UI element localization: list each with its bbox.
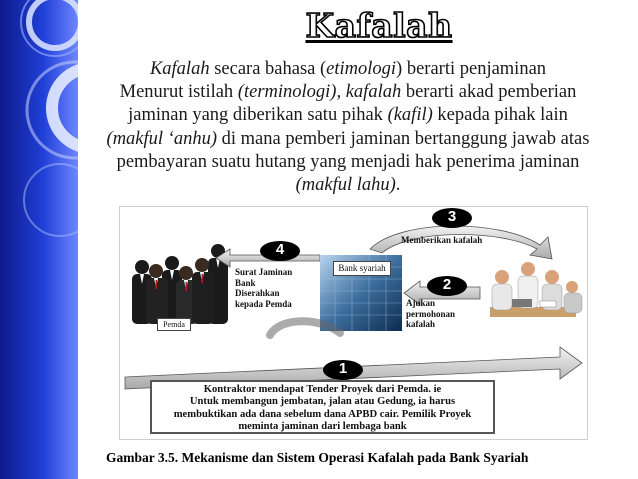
- bank-syariah-label: Bank syariah: [333, 261, 391, 276]
- arrow-step-1: [125, 321, 582, 389]
- paragraph-text: ) berarti penjaminan: [396, 59, 547, 79]
- step-4-line: Bank: [235, 277, 256, 288]
- figure-caption: Gambar 3.5. Mekanisme dan Sistem Operasi Kafalah pada Bank Syariah: [106, 450, 529, 465]
- paragraph-text: .: [395, 175, 401, 196]
- paragraph-text: kepada pihak lain: [432, 105, 568, 126]
- italic-term: (makful ‘anhu): [106, 128, 217, 149]
- pemda-label: Pemda: [157, 318, 191, 331]
- step-2-label: [406, 298, 455, 330]
- italic-term: (terminologi), kafalah: [237, 82, 402, 103]
- paragraph-text: jaminan yang diberikan satu pihak: [128, 105, 388, 126]
- step-2-line: Ajukan: [406, 298, 436, 308]
- paragraph-text: pembayaran suatu hutang yang menjadi hak penerima jaminan: [116, 151, 580, 172]
- paragraph-text: di mana pemberi jaminan bertanggung jawab atas: [217, 128, 590, 149]
- paragraph-text: Menurut istilah: [119, 82, 238, 103]
- officials-group-illustration: [132, 244, 228, 324]
- paragraph-line: [68, 128, 628, 151]
- step-4-line: Surat Jaminan: [235, 267, 293, 277]
- italic-term: (makful lahu): [295, 175, 396, 196]
- step-1-line: Kontraktor mendapat Tender Proyek dari Pemda. ie: [203, 384, 442, 395]
- paragraph-line: [68, 104, 628, 127]
- contractors-group-illustration: [490, 262, 582, 317]
- step-1-line: membuktikan ada dana sebelum dana APBD cair. Pemilik Proyek: [173, 408, 472, 420]
- paragraph-line: [68, 81, 628, 104]
- step-3-label: Memberikan kafalah: [401, 235, 483, 245]
- step-2-line: permohonan: [406, 308, 456, 319]
- paragraph-line: [68, 58, 628, 81]
- step-2-line: kafalah: [406, 319, 436, 329]
- step-1-line: meminta jaminan dari lembaga bank: [238, 420, 407, 432]
- decorative-rings: [0, 0, 78, 479]
- italic-term: (kafil): [387, 105, 433, 126]
- slide-title: [60, 6, 638, 45]
- italic-term: etimologi: [326, 59, 397, 79]
- definition-paragraph: [68, 58, 628, 197]
- step-4-number: 4: [275, 241, 285, 258]
- paragraph-text: berarti akad pemberian: [401, 82, 577, 103]
- step-3-number: 3: [447, 208, 457, 225]
- title-text: Kafalah: [305, 6, 453, 45]
- step-1-description-box: [150, 380, 495, 434]
- step-1-number: 1: [338, 360, 348, 377]
- paragraph-text: secara bahasa (: [209, 59, 327, 79]
- italic-term: Kafalah: [149, 59, 210, 79]
- step-4-label: [235, 267, 292, 309]
- step-1-line: Untuk membangun jembatan, jalan atau Gedung, ia harus: [189, 396, 456, 408]
- paragraph-line: [68, 151, 628, 174]
- step-4-line: Diserahkan: [235, 288, 280, 298]
- paragraph-line: [68, 174, 628, 197]
- step-2-number: 2: [442, 276, 452, 293]
- left-decorative-band: [0, 0, 78, 479]
- step-4-line: kepada Pemda: [235, 298, 292, 309]
